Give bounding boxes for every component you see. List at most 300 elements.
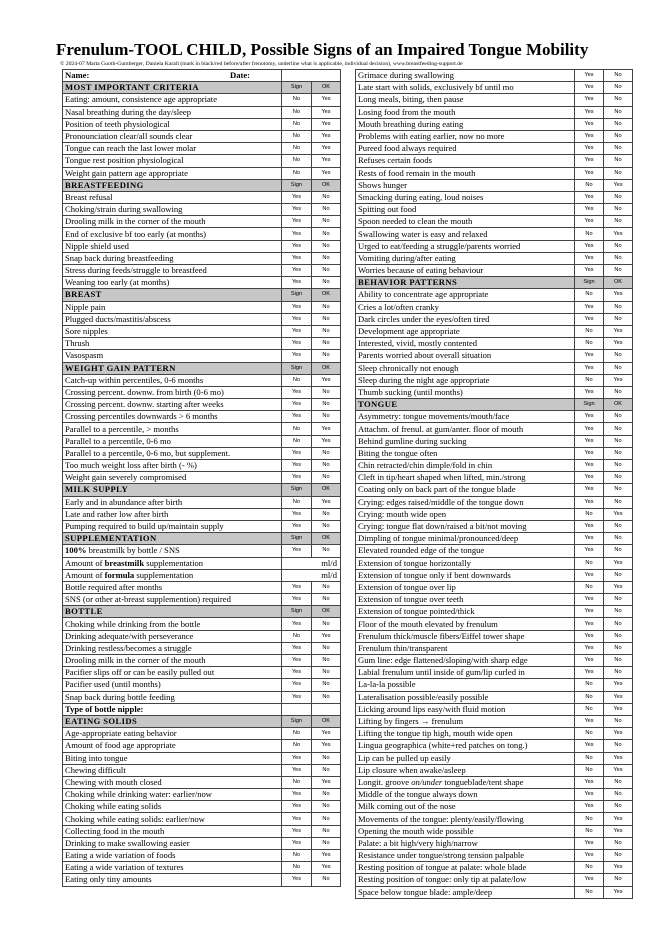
- sign-option[interactable]: Yes: [282, 825, 312, 837]
- ok-option[interactable]: No: [312, 581, 341, 593]
- ok-option[interactable]: No: [604, 252, 633, 264]
- sign-option[interactable]: Yes: [282, 325, 312, 337]
- ok-option[interactable]: No: [312, 386, 341, 398]
- ok-option[interactable]: No: [604, 435, 633, 447]
- sign-option[interactable]: Yes: [282, 642, 312, 654]
- criterion-label: Crossing percent. downw. from birth (0-6 mo): [63, 386, 282, 398]
- sign-option[interactable]: No: [575, 325, 604, 337]
- ok-option[interactable]: Yes: [312, 850, 341, 862]
- ok-option[interactable]: Yes: [312, 167, 341, 179]
- sign-option[interactable]: Yes: [282, 301, 312, 313]
- sign-option[interactable]: Yes: [575, 496, 604, 508]
- sign-option[interactable]: Yes: [575, 874, 604, 886]
- sign-option[interactable]: No: [282, 94, 312, 106]
- criterion-label: Labial frenulum until inside of gum/lip curled in: [356, 667, 575, 679]
- sign-option[interactable]: Yes: [575, 667, 604, 679]
- sign-option[interactable]: Yes: [575, 740, 604, 752]
- sign-option[interactable]: Yes: [575, 252, 604, 264]
- ok-option[interactable]: No: [312, 667, 341, 679]
- sign-option[interactable]: Yes: [282, 618, 312, 630]
- sign-option[interactable]: Yes: [575, 472, 604, 484]
- ok-option[interactable]: Yes: [604, 679, 633, 691]
- sign-option[interactable]: Yes: [575, 167, 604, 179]
- ok-option[interactable]: No: [312, 789, 341, 801]
- ok-option[interactable]: Yes: [312, 630, 341, 642]
- sign-option[interactable]: Yes: [282, 594, 312, 606]
- sign-option[interactable]: No: [282, 374, 312, 386]
- ok-option[interactable]: No: [312, 411, 341, 423]
- sign-option[interactable]: Yes: [575, 362, 604, 374]
- ok-option[interactable]: Yes: [312, 496, 341, 508]
- sign-option[interactable]: No: [575, 228, 604, 240]
- sign-option[interactable]: Yes: [282, 240, 312, 252]
- ok-option[interactable]: No: [312, 277, 341, 289]
- checklist-row: [63, 472, 341, 484]
- ok-option[interactable]: No: [604, 423, 633, 435]
- checklist-row: [63, 545, 341, 557]
- criterion-label: Nasal breathing during the day/sleep: [63, 106, 282, 118]
- sign-option[interactable]: No: [575, 862, 604, 874]
- checklist-row: [63, 191, 341, 203]
- ok-option[interactable]: No: [604, 143, 633, 155]
- ok-option[interactable]: Yes: [312, 776, 341, 788]
- sign-option[interactable]: No: [575, 728, 604, 740]
- sign-option[interactable]: No: [575, 557, 604, 569]
- sign-option[interactable]: Yes: [282, 204, 312, 216]
- sign-option[interactable]: Yes: [575, 655, 604, 667]
- checklist-row: [63, 338, 341, 350]
- sign-option[interactable]: Yes: [282, 667, 312, 679]
- sign-option[interactable]: Yes: [575, 386, 604, 398]
- checklist-row: [63, 862, 341, 874]
- ok-option[interactable]: Yes: [312, 435, 341, 447]
- ok-option[interactable]: No: [604, 313, 633, 325]
- sign-option[interactable]: Yes: [575, 801, 604, 813]
- sign-option[interactable]: Yes: [282, 581, 312, 593]
- ok-option[interactable]: No: [604, 82, 633, 94]
- ok-option[interactable]: No: [604, 520, 633, 532]
- sign-option[interactable]: Yes: [575, 789, 604, 801]
- sign-option[interactable]: Yes: [282, 277, 312, 289]
- ok-option[interactable]: No: [604, 130, 633, 142]
- ok-option[interactable]: Yes: [604, 886, 633, 898]
- sign-option[interactable]: Yes: [282, 679, 312, 691]
- sign-option[interactable]: Yes: [575, 423, 604, 435]
- sign-option[interactable]: Yes: [575, 630, 604, 642]
- sign-option[interactable]: Yes: [575, 118, 604, 130]
- sign-option[interactable]: Yes: [575, 130, 604, 142]
- ok-option[interactable]: No: [312, 472, 341, 484]
- sign-option[interactable]: Yes: [575, 143, 604, 155]
- ok-option[interactable]: No: [604, 569, 633, 581]
- ok-option[interactable]: No: [312, 313, 341, 325]
- name-date-cell[interactable]: [63, 70, 282, 82]
- checklist-row: [356, 106, 633, 118]
- ok-option[interactable]: No: [604, 191, 633, 203]
- sign-option[interactable]: Yes: [575, 850, 604, 862]
- ok-option[interactable]: No: [312, 399, 341, 411]
- ok-option[interactable]: No: [312, 240, 341, 252]
- ok-option[interactable]: No: [312, 874, 341, 886]
- sign-option[interactable]: Yes: [575, 594, 604, 606]
- criterion-label: Crying: edges raised/middle of the tongue down: [356, 496, 575, 508]
- criterion-label: Eating only tiny amounts: [63, 874, 282, 886]
- ok-option[interactable]: No: [312, 752, 341, 764]
- sign-option[interactable]: Yes: [575, 435, 604, 447]
- checklist-row: [63, 667, 341, 679]
- name-date-row: [63, 70, 341, 82]
- criterion-label: Type of bottle nipple:: [63, 703, 282, 715]
- ok-option[interactable]: No: [312, 325, 341, 337]
- sign-option[interactable]: Yes: [575, 460, 604, 472]
- sign-option[interactable]: Yes: [575, 533, 604, 545]
- ok-option[interactable]: No: [604, 789, 633, 801]
- criterion-label: Early and in abundance after birth: [63, 496, 282, 508]
- ok-option[interactable]: Yes: [604, 703, 633, 715]
- sign-option[interactable]: No: [575, 179, 604, 191]
- ok-option[interactable]: Yes: [604, 691, 633, 703]
- ok-option[interactable]: No: [312, 252, 341, 264]
- sign-option[interactable]: Yes: [575, 301, 604, 313]
- ok-option[interactable]: No: [312, 679, 341, 691]
- sign-option[interactable]: No: [282, 167, 312, 179]
- sign-option[interactable]: Yes: [282, 265, 312, 277]
- section-title: BREAST: [63, 289, 282, 301]
- ok-option[interactable]: No: [604, 618, 633, 630]
- amount-unit-cell[interactable]: ml/d: [282, 557, 341, 569]
- checklist-row: [356, 850, 633, 862]
- sign-option[interactable]: No: [575, 374, 604, 386]
- sign-option[interactable]: Yes: [575, 715, 604, 727]
- ok-option[interactable]: Yes: [312, 106, 341, 118]
- ok-option[interactable]: No: [604, 630, 633, 642]
- ok-option[interactable]: Yes: [312, 423, 341, 435]
- ok-option[interactable]: Yes: [604, 825, 633, 837]
- sign-option[interactable]: Yes: [575, 204, 604, 216]
- right-column: [355, 69, 632, 899]
- sign-option[interactable]: Yes: [282, 520, 312, 532]
- criterion-label: Tongue rest position physiological: [63, 155, 282, 167]
- criterion-label: Age-appropriate eating behavior: [63, 728, 282, 740]
- ok-option[interactable]: No: [312, 825, 341, 837]
- ok-column-header: OK: [312, 362, 341, 374]
- checklist-row: [63, 825, 341, 837]
- checklist-row: [356, 82, 633, 94]
- sign-option[interactable]: No: [575, 886, 604, 898]
- ok-option[interactable]: No: [312, 642, 341, 654]
- sign-option[interactable]: Yes: [282, 691, 312, 703]
- criterion-label: Crossing percentiles downwards > 6 months: [63, 411, 282, 423]
- ok-option[interactable]: No: [312, 508, 341, 520]
- ok-option[interactable]: No: [312, 545, 341, 557]
- checklist-row: [63, 386, 341, 398]
- sign-option[interactable]: Yes: [575, 545, 604, 557]
- ok-option[interactable]: No: [604, 94, 633, 106]
- ok-column-header: OK: [604, 277, 633, 289]
- copyright-subtitle: © 2024-07 Marta Guoth-Gumberger, Daniela Karall (mark in black/red before/after frenotomy, underline what is applicable, individual decision), www.breastfeeding-support.de: [60, 61, 463, 67]
- criterion-label: Extension of tongue horizontally: [356, 557, 575, 569]
- sign-option[interactable]: Yes: [282, 874, 312, 886]
- criterion-label: Too much weight loss after birth (- %): [63, 460, 282, 472]
- ok-option[interactable]: Yes: [604, 338, 633, 350]
- checklist-row: [356, 240, 633, 252]
- ok-option[interactable]: No: [604, 204, 633, 216]
- sign-option[interactable]: Yes: [282, 508, 312, 520]
- ok-option[interactable]: No: [604, 447, 633, 459]
- criterion-label: Mouth breathing during eating: [356, 118, 575, 130]
- sign-option[interactable]: Yes: [282, 386, 312, 398]
- checklist-row: [63, 350, 341, 362]
- ok-option[interactable]: No: [604, 472, 633, 484]
- name-date-blank[interactable]: [282, 70, 341, 82]
- sign-option[interactable]: No: [282, 143, 312, 155]
- sign-option[interactable]: No: [575, 508, 604, 520]
- sign-option[interactable]: No: [282, 862, 312, 874]
- sign-option[interactable]: Yes: [575, 447, 604, 459]
- ok-option[interactable]: No: [312, 460, 341, 472]
- sign-option[interactable]: Yes: [282, 655, 312, 667]
- sign-option[interactable]: Yes: [575, 94, 604, 106]
- sign-option[interactable]: No: [575, 825, 604, 837]
- sign-option[interactable]: Yes: [282, 411, 312, 423]
- sign-option[interactable]: Yes: [282, 252, 312, 264]
- sign-option[interactable]: Yes: [575, 240, 604, 252]
- ok-option[interactable]: Yes: [604, 228, 633, 240]
- checklist-row: [356, 667, 633, 679]
- ok-option[interactable]: No: [604, 850, 633, 862]
- ok-option[interactable]: Yes: [604, 374, 633, 386]
- ok-option[interactable]: No: [604, 362, 633, 374]
- ok-option[interactable]: No: [604, 655, 633, 667]
- criterion-label: Interested, vivid, mostly contented: [356, 338, 575, 350]
- sign-option[interactable]: No: [282, 435, 312, 447]
- ok-option[interactable]: No: [604, 496, 633, 508]
- checklist-row: [356, 460, 633, 472]
- sign-option[interactable]: Yes: [282, 813, 312, 825]
- sign-option[interactable]: Yes: [575, 776, 604, 788]
- ok-option[interactable]: No: [312, 520, 341, 532]
- sign-option[interactable]: No: [282, 740, 312, 752]
- ok-option[interactable]: Yes: [312, 374, 341, 386]
- sign-option[interactable]: Yes: [575, 216, 604, 228]
- sign-option[interactable]: Yes: [282, 545, 312, 557]
- sign-option[interactable]: No: [282, 423, 312, 435]
- sign-option[interactable]: No: [575, 338, 604, 350]
- sign-option[interactable]: Yes: [575, 106, 604, 118]
- sign-option[interactable]: Yes: [575, 191, 604, 203]
- sign-option[interactable]: No: [575, 813, 604, 825]
- ok-option[interactable]: No: [604, 216, 633, 228]
- checklist-row: [356, 520, 633, 532]
- ok-option[interactable]: Yes: [604, 557, 633, 569]
- ok-option[interactable]: Yes: [312, 862, 341, 874]
- sign-option[interactable]: No: [575, 764, 604, 776]
- checklist-row: [63, 155, 341, 167]
- ok-option[interactable]: Yes: [604, 752, 633, 764]
- sign-option[interactable]: No: [575, 289, 604, 301]
- ok-option[interactable]: [312, 703, 341, 715]
- sign-option[interactable]: Yes: [282, 764, 312, 776]
- ok-option[interactable]: No: [312, 204, 341, 216]
- amount-unit-cell[interactable]: ml/d: [282, 569, 341, 581]
- ok-option[interactable]: No: [312, 691, 341, 703]
- sign-option[interactable]: No: [282, 496, 312, 508]
- ok-option[interactable]: No: [312, 301, 341, 313]
- checklist-row: [63, 581, 341, 593]
- sign-option[interactable]: Yes: [282, 460, 312, 472]
- ok-option[interactable]: No: [312, 618, 341, 630]
- ok-option[interactable]: No: [312, 216, 341, 228]
- sign-option[interactable]: Yes: [282, 338, 312, 350]
- sign-option[interactable]: Yes: [575, 411, 604, 423]
- sign-option[interactable]: No: [282, 630, 312, 642]
- sign-option[interactable]: Yes: [575, 520, 604, 532]
- criterion-label: Drooling milk in the corner of the mouth: [63, 216, 282, 228]
- ok-option[interactable]: No: [604, 594, 633, 606]
- sign-option[interactable]: Yes: [282, 216, 312, 228]
- sign-option[interactable]: Yes: [282, 801, 312, 813]
- sign-option[interactable]: Yes: [575, 642, 604, 654]
- ok-option[interactable]: No: [312, 228, 341, 240]
- sign-option[interactable]: Yes: [282, 191, 312, 203]
- sign-option[interactable]: Yes: [282, 399, 312, 411]
- criterion-label: Nipple pain: [63, 301, 282, 313]
- ok-column-header: OK: [312, 179, 341, 191]
- ok-option[interactable]: No: [312, 265, 341, 277]
- checklist-row: [63, 265, 341, 277]
- sign-option[interactable]: No: [282, 106, 312, 118]
- sign-option[interactable]: Yes: [575, 265, 604, 277]
- ok-option[interactable]: No: [604, 460, 633, 472]
- sign-option[interactable]: Yes: [575, 569, 604, 581]
- sign-option[interactable]: Yes: [282, 350, 312, 362]
- ok-option[interactable]: No: [604, 106, 633, 118]
- ok-option[interactable]: Yes: [312, 728, 341, 740]
- sign-option[interactable]: Yes: [282, 228, 312, 240]
- sign-option[interactable]: Yes: [282, 472, 312, 484]
- ok-option[interactable]: No: [604, 606, 633, 618]
- sign-option[interactable]: No: [282, 728, 312, 740]
- ok-option[interactable]: Yes: [312, 143, 341, 155]
- criterion-label: Chin retracted/chin dimple/fold in chin: [356, 460, 575, 472]
- sign-option[interactable]: Yes: [575, 155, 604, 167]
- sign-option[interactable]: No: [575, 752, 604, 764]
- ok-option[interactable]: No: [604, 70, 633, 82]
- ok-option[interactable]: No: [312, 594, 341, 606]
- ok-option[interactable]: No: [312, 350, 341, 362]
- ok-option[interactable]: No: [312, 764, 341, 776]
- ok-option[interactable]: Yes: [604, 728, 633, 740]
- sign-option[interactable]: No: [575, 581, 604, 593]
- ok-option[interactable]: No: [312, 813, 341, 825]
- checklist-row: [63, 691, 341, 703]
- checklist-row: [356, 301, 633, 313]
- ok-option[interactable]: No: [312, 655, 341, 667]
- ok-option[interactable]: Yes: [604, 179, 633, 191]
- ok-option[interactable]: Yes: [312, 118, 341, 130]
- ok-option[interactable]: No: [604, 715, 633, 727]
- checklist-row: [63, 313, 341, 325]
- ok-option[interactable]: No: [604, 167, 633, 179]
- sign-option[interactable]: Yes: [575, 618, 604, 630]
- ok-option[interactable]: Yes: [604, 581, 633, 593]
- sign-option[interactable]: Yes: [282, 789, 312, 801]
- ok-option[interactable]: Yes: [604, 325, 633, 337]
- ok-option[interactable]: No: [604, 642, 633, 654]
- sign-option[interactable]: Yes: [575, 837, 604, 849]
- ok-option[interactable]: No: [604, 240, 633, 252]
- ok-option[interactable]: No: [604, 118, 633, 130]
- ok-option[interactable]: Yes: [312, 94, 341, 106]
- checklist-row: [356, 362, 633, 374]
- ok-option[interactable]: No: [312, 447, 341, 459]
- sign-option[interactable]: No: [282, 850, 312, 862]
- sign-option[interactable]: Yes: [575, 350, 604, 362]
- ok-option[interactable]: No: [604, 155, 633, 167]
- sign-option[interactable]: Yes: [575, 484, 604, 496]
- sign-option[interactable]: Yes: [282, 837, 312, 849]
- ok-option[interactable]: No: [604, 301, 633, 313]
- sign-option[interactable]: No: [575, 691, 604, 703]
- sign-option[interactable]: No: [575, 679, 604, 691]
- ok-option[interactable]: No: [604, 386, 633, 398]
- sign-option[interactable]: No: [282, 118, 312, 130]
- ok-option[interactable]: Yes: [604, 862, 633, 874]
- ok-option[interactable]: No: [604, 350, 633, 362]
- ok-option[interactable]: Yes: [604, 508, 633, 520]
- checklist-row: [356, 374, 633, 386]
- ok-option[interactable]: No: [604, 411, 633, 423]
- sign-option[interactable]: No: [282, 155, 312, 167]
- ok-option[interactable]: Yes: [312, 130, 341, 142]
- criterion-label: Smacking during eating, loud noises: [356, 191, 575, 203]
- ok-option[interactable]: Yes: [312, 740, 341, 752]
- sign-option[interactable]: Yes: [282, 752, 312, 764]
- ok-option[interactable]: No: [312, 191, 341, 203]
- sign-option[interactable]: [282, 703, 312, 715]
- sign-option[interactable]: Yes: [575, 313, 604, 325]
- ok-option[interactable]: No: [312, 338, 341, 350]
- ok-option[interactable]: Yes: [604, 764, 633, 776]
- ok-option[interactable]: No: [604, 484, 633, 496]
- sign-option[interactable]: Yes: [575, 70, 604, 82]
- sign-option[interactable]: Yes: [575, 82, 604, 94]
- ok-option[interactable]: No: [604, 874, 633, 886]
- ok-option[interactable]: Yes: [604, 813, 633, 825]
- sign-option[interactable]: Yes: [282, 313, 312, 325]
- sign-option[interactable]: Yes: [282, 447, 312, 459]
- ok-option[interactable]: No: [312, 837, 341, 849]
- sign-option[interactable]: No: [282, 130, 312, 142]
- ok-option[interactable]: No: [604, 667, 633, 679]
- checklist-row: [63, 496, 341, 508]
- sign-option[interactable]: No: [282, 776, 312, 788]
- ok-option[interactable]: No: [604, 533, 633, 545]
- ok-option[interactable]: Yes: [312, 155, 341, 167]
- ok-option[interactable]: No: [604, 265, 633, 277]
- ok-option[interactable]: No: [604, 740, 633, 752]
- sign-option[interactable]: Yes: [575, 606, 604, 618]
- criterion-label: Spoon needed to clean the mouth: [356, 216, 575, 228]
- ok-option[interactable]: No: [604, 837, 633, 849]
- ok-option[interactable]: No: [604, 801, 633, 813]
- sign-option[interactable]: No: [575, 703, 604, 715]
- ok-option[interactable]: No: [312, 801, 341, 813]
- ok-option[interactable]: No: [604, 545, 633, 557]
- ok-option[interactable]: Yes: [604, 289, 633, 301]
- ok-option[interactable]: No: [604, 776, 633, 788]
- sign-column-header: Sign: [282, 484, 312, 496]
